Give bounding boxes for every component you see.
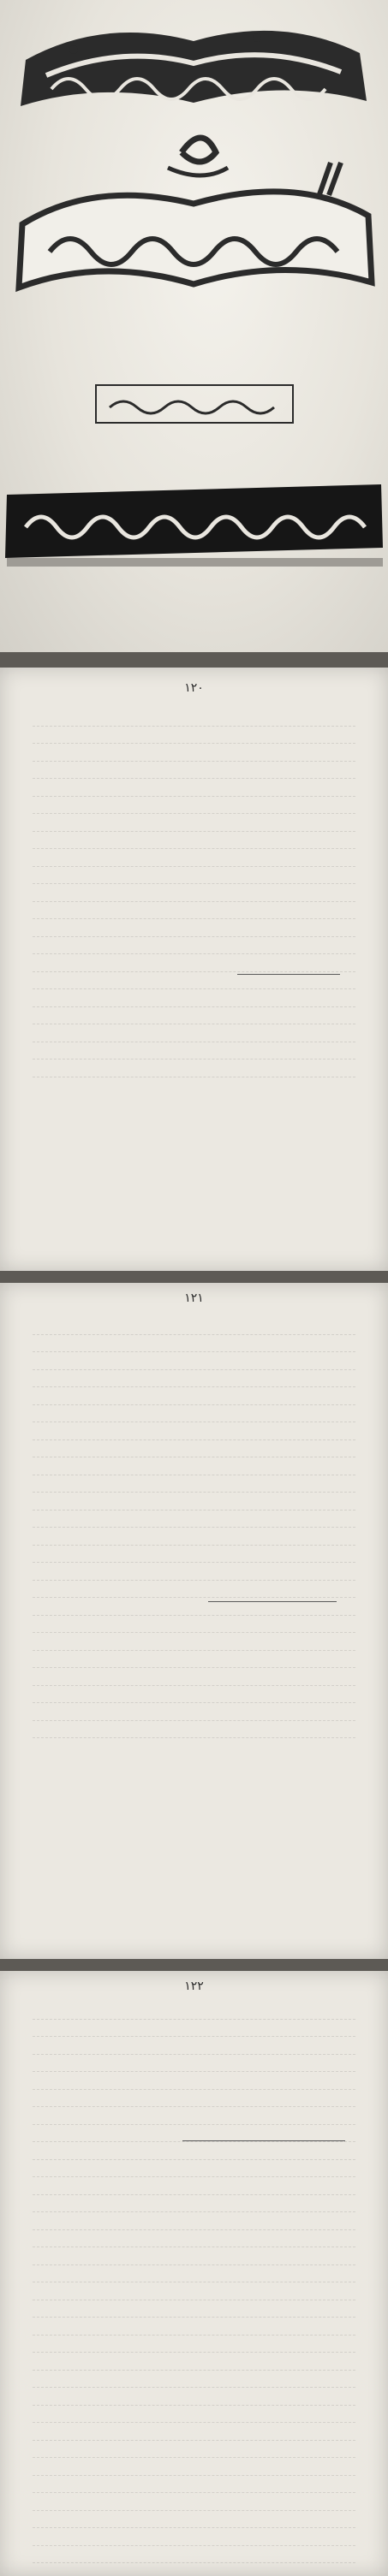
scan-divider bbox=[0, 1959, 388, 1971]
text-line bbox=[33, 2300, 355, 2318]
text-line bbox=[33, 2230, 355, 2248]
text-line bbox=[33, 1024, 355, 1042]
text-line bbox=[33, 1528, 355, 1546]
page-text bbox=[33, 1317, 355, 1738]
reference-line bbox=[33, 1721, 355, 1739]
section-heading bbox=[33, 989, 355, 1007]
text-line bbox=[33, 797, 355, 815]
scan-divider bbox=[0, 652, 388, 668]
text-line bbox=[33, 2055, 355, 2073]
text-line bbox=[33, 814, 355, 832]
reference-line bbox=[33, 1387, 355, 1405]
text-line bbox=[33, 762, 355, 780]
quote-line bbox=[33, 2090, 355, 2108]
text-line bbox=[33, 2476, 355, 2494]
text-line bbox=[33, 849, 355, 867]
reference-line bbox=[33, 884, 355, 902]
text-line bbox=[33, 2493, 355, 2511]
reference-line bbox=[33, 2265, 355, 2283]
text-line bbox=[33, 2528, 355, 2546]
text-line bbox=[33, 2441, 355, 2459]
text-line bbox=[33, 2037, 355, 2055]
text-line bbox=[33, 954, 355, 972]
cover-title-calligraphy bbox=[21, 31, 367, 106]
text-line bbox=[33, 2563, 355, 2576]
text-line bbox=[33, 1042, 355, 1060]
cover-publisher-banner bbox=[5, 484, 383, 567]
book-cover bbox=[0, 0, 388, 652]
scanned-page bbox=[0, 1283, 388, 1959]
page-number: ١٢٢ bbox=[184, 1979, 204, 1993]
text-line bbox=[33, 2546, 355, 2564]
text-line bbox=[33, 832, 355, 850]
text-line bbox=[33, 2020, 355, 2038]
text-line bbox=[33, 867, 355, 885]
text-line bbox=[33, 1703, 355, 1721]
text-line bbox=[33, 1059, 355, 1077]
scan-divider bbox=[0, 1271, 388, 1283]
text-line bbox=[33, 1475, 355, 1493]
text-line bbox=[33, 937, 355, 955]
text-line bbox=[33, 2247, 355, 2265]
cover-author-plate bbox=[96, 385, 293, 423]
text-line bbox=[33, 1007, 355, 1025]
section-heading bbox=[33, 2125, 355, 2143]
text-line bbox=[33, 2406, 355, 2424]
text-line bbox=[33, 2371, 355, 2389]
page-text bbox=[33, 709, 355, 1077]
text-line bbox=[33, 2177, 355, 2195]
text-line bbox=[33, 709, 355, 727]
text-line bbox=[33, 2282, 355, 2300]
pencil-underline bbox=[182, 2140, 345, 2141]
text-line bbox=[33, 1686, 355, 1704]
text-line bbox=[33, 1511, 355, 1528]
cover-artwork bbox=[0, 0, 388, 652]
text-line bbox=[33, 1651, 355, 1669]
text-line bbox=[33, 1563, 355, 1581]
text-line bbox=[33, 1370, 355, 1388]
text-line bbox=[33, 1405, 355, 1423]
text-line bbox=[33, 2511, 355, 2529]
text-line bbox=[33, 902, 355, 920]
text-line bbox=[33, 2212, 355, 2230]
text-line bbox=[33, 2458, 355, 2476]
text-line bbox=[33, 779, 355, 797]
scanned-page bbox=[0, 1971, 388, 2576]
text-line bbox=[33, 1422, 355, 1440]
text-line bbox=[33, 1668, 355, 1686]
page-number: ١٢١ bbox=[184, 1291, 204, 1305]
scanned-page bbox=[0, 668, 388, 1271]
text-line bbox=[33, 919, 355, 937]
text-line bbox=[33, 2318, 355, 2336]
pencil-underline bbox=[237, 974, 340, 975]
quote-line bbox=[33, 2072, 355, 2090]
text-line bbox=[33, 1335, 355, 1353]
text-line bbox=[33, 2002, 355, 2020]
page-text bbox=[33, 2002, 355, 2576]
text-line bbox=[33, 2423, 355, 2441]
text-line bbox=[33, 727, 355, 745]
pencil-underline bbox=[208, 1601, 337, 1602]
text-line bbox=[33, 1546, 355, 1564]
text-line bbox=[33, 1581, 355, 1599]
text-line bbox=[33, 744, 355, 762]
reference-line bbox=[33, 2107, 355, 2125]
text-line bbox=[33, 1352, 355, 1370]
text-line bbox=[33, 1616, 355, 1634]
text-line bbox=[33, 2336, 355, 2353]
text-line bbox=[33, 1457, 355, 1475]
text-line bbox=[33, 1440, 355, 1458]
text-line bbox=[33, 1493, 355, 1511]
text-line bbox=[33, 1633, 355, 1651]
text-line bbox=[33, 2353, 355, 2371]
page-number: ١٢٠ bbox=[184, 681, 204, 695]
text-line bbox=[33, 1317, 355, 1335]
text-line bbox=[33, 2160, 355, 2178]
text-line bbox=[33, 2388, 355, 2406]
text-line bbox=[33, 2195, 355, 2213]
text-line bbox=[33, 2142, 355, 2160]
cover-subtitle-calligraphy bbox=[19, 163, 372, 288]
cover-conjunction-calligraphy bbox=[168, 138, 228, 175]
